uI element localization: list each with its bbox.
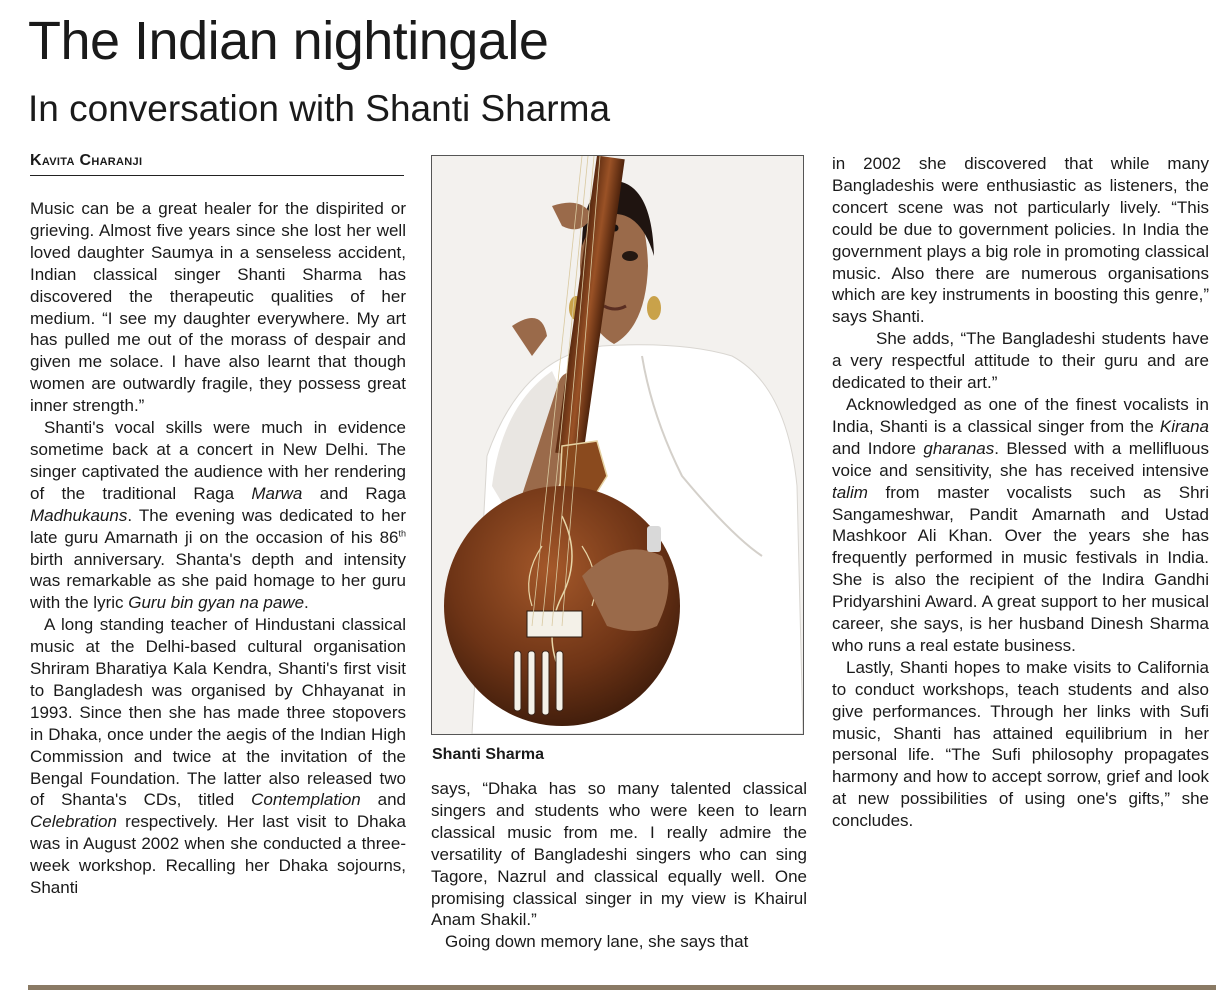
- article-column-2: [431, 778, 807, 953]
- subheadline: In conversation with Shanti Sharma: [28, 88, 611, 129]
- paragraph: Music can be a great healer for the dispirited or grieving. Almost five years since she lost her well loved daughter Saumya in a senseless accident, Indian classical singer Shanti Sharma has discovered the therapeutic qualities of her medium. “I see my daughter everywhere. My art has pulled me out of the morass of despair and given me solace. I have also learnt that though women are outwardly fragile, they possess great inner strength.”: [30, 199, 406, 416]
- bottom-divider: [28, 985, 1216, 990]
- article-column-1: [30, 198, 406, 899]
- paragraph: Going down memory lane, she says that: [445, 932, 749, 952]
- paragraph: Lastly, Shanti hopes to make visits to California to conduct workshops, teach students and also give performances. Through her links with Sufi music, Shanti has attained equilibrium in her personal life. “The Sufi philosophy propagates harmony and how to accept sorrow, grief and look at new possibilities of using one's gifts,” she concludes.: [832, 657, 1209, 831]
- paragraph: in 2002 she discovered that while many Bangladeshis were enthusiastic as listeners, the concert scene was not particularly lively. “This could be due to government policies. In India the government plays a big role in promoting classical music. Also there are numerous organisations which are key instruments in boosting this genre,” says Shanti.: [832, 154, 1209, 327]
- paragraph: She adds, “The Bangladeshi students have a very respectful attitude to their guru and are dedicated to their art.”: [832, 329, 1209, 393]
- tanpura-portrait-illustration: [432, 156, 803, 734]
- paragraph: says, “Dhaka has so many talented classical singers and students who were keen to learn classical music from me. I really admire the versatility of Bangladeshi singers who can sing Tagore, Nazrul and classical equally well. One promising classical singer in my view is Khairul Anam Shakil.”: [431, 779, 807, 930]
- article-column-3: [832, 153, 1209, 832]
- paragraph: A long standing teacher of Hindustani classical music at the Delhi-based cultural organisation Shriram Bharatiya Kala Kendra, Shanti's first visit to Bangladesh was organised by Chhayanat in 1993. Since then she has made three stopovers in Dhaka, once under the aegis of the Indian High Commission and twice at the invitation of the Bengal Foundation. The latter also released two of Shanta's CDs, titled Contemplation and Celebration respectively. Her last visit to Dhaka was in August 2002 when she conducted a three- week workshop. Recalling her Dhaka sojourns, Shanti: [30, 615, 406, 898]
- singer-photo: [431, 155, 804, 735]
- paragraph: Shanti's vocal skills were much in evidence sometime back at a concert in New Delhi. The singer captivated the audience with her rendering of the traditional Raga Marwa and Raga Madhukauns. The evening was dedicated to her late guru Amarnath ji on the occasion of his 86th birth anniversary. Shanta's depth and intensity was remarkable as she paid homage to her guru with the lyric Guru bin gyan na pawe.: [30, 418, 406, 613]
- byline: Kavita Charanji: [30, 152, 404, 176]
- headline: The Indian nightingale: [28, 11, 549, 71]
- photo-caption: Shanti Sharma: [432, 746, 545, 763]
- paragraph: Acknowledged as one of the finest vocalists in India, Shanti is a classical singer from the Kirana and Indore gharanas. Blessed with a mellifluous voice and sensitivity, she has received intensive talim from master vocalists such as Shri Sangameshwar, Pandit Amarnath and Ustad Mashkoor Ali Khan. Over the years she has frequently performed in music festivals in India. She is also the recipient of the Indira Gandhi Pridyarshini Award. A great support to her musical career, she says, is her husband Dinesh Sharma who runs a real estate business.: [832, 394, 1210, 655]
